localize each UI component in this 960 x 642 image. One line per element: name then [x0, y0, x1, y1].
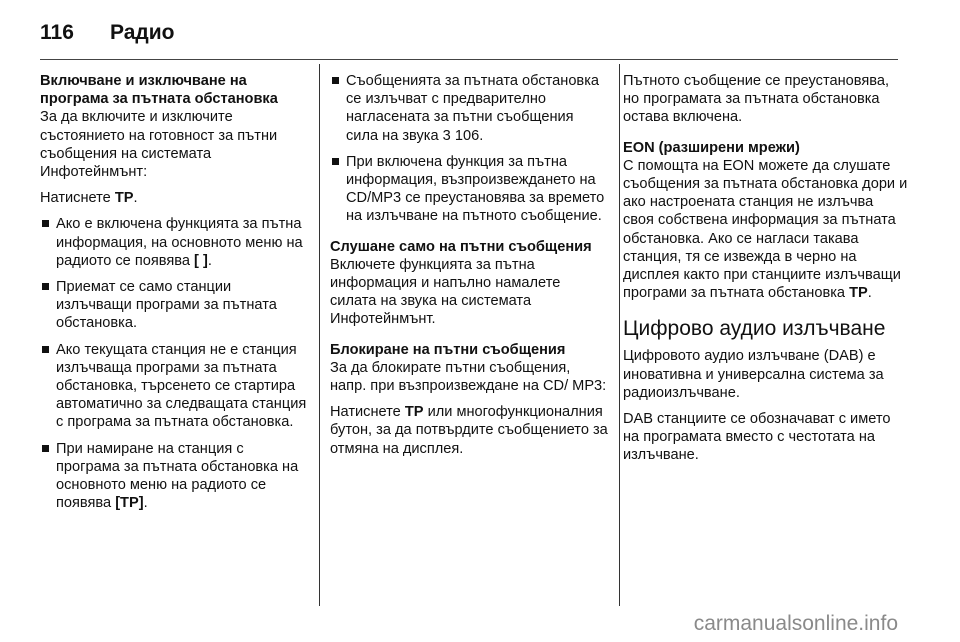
list-item: При включена функция за пътна информация, възпроизвеждането на CD/MP3 се преустановява за времето на излъчване на пътното съобщение. [330, 153, 608, 226]
list-item: Ако е включена функцията за пътна информация, на основното меню на радиото се появява [ ]. [40, 215, 308, 270]
page-header [40, 18, 174, 48]
paragraph-block: За да блокирате пътни съобщения, напр. при възпроизвеждане на CD/ MP3: [330, 359, 607, 395]
intro-paragraph: За да включите и изключите състоянието на готовност за пътни съобщения на системата Инфотейнмънт: [40, 109, 278, 181]
press-instruction: Натиснете TP. [40, 190, 138, 207]
section-heading-traffic-program: Включване и изключване на програма за пътната обстановка [40, 73, 278, 108]
column-2 [330, 72, 608, 466]
bullet-list-2 [330, 72, 608, 226]
section-heading-eon: EON (разширени мрежи) [623, 139, 800, 156]
list-item: При намиране на станция с програма за пътната обстановка на основното меню на радиото се появява [TP]. [40, 440, 308, 513]
list-item: Приемат се само станции излъчващи програми за пътната обстановка. [40, 278, 308, 333]
column-3 [623, 72, 908, 473]
tp-key-label: TP [114, 190, 134, 207]
page-title: Радио [110, 21, 175, 44]
column-divider-2 [619, 64, 620, 606]
page-number: 116 [40, 21, 74, 44]
paragraph-dab-names: DAB станциите се обозначават с името на програмата вместо с честотата на излъчване. [623, 411, 891, 464]
section-heading-listen-only: Слушане само на пътни съобщения [330, 238, 592, 255]
paragraph-press-tp: Натиснете TP или многофункционалния бутон, за да потвърдите съобщението за отмяна на дисплея. [330, 404, 608, 457]
column-1 [40, 72, 308, 520]
section-title-dab: Цифрово аудио излъчване [623, 317, 886, 341]
paragraph-eon: С помощта на EON можете да слушате съобщения за пътната обстановка дори и ако настроената станция не излъчва своя собствена информация за пътната обстановка. Ако се нагласи такава станция, тя се извежда в черно на дисплея както при станциите излъчващи програми за пътната обстановка TP. [623, 157, 908, 302]
column-divider-1 [319, 64, 320, 606]
paragraph-interrupt: Пътното съобщение се преустановява, но програмата за пътната обстановка остава включена. [623, 73, 890, 126]
list-item: Съобщенията за пътната обстановка се излъчват с предварително нагласената за пътни съобщения сила на звука 3 106. [330, 72, 608, 145]
section-heading-block: Блокиране на пътни съобщения [330, 341, 566, 358]
bullet-list-1 [40, 215, 308, 512]
watermark: carmanualsonline.info [693, 612, 898, 635]
paragraph-dab-intro: Цифровото аудио излъчване (DAB) е иновативна и универсална система за радиоизлъчване. [623, 348, 884, 401]
list-item: Ако текущата станция не е станция излъчваща програми за пътната обстановка, търсенето се стартира автоматично за следващата станция с програма за пътната обстановка. [40, 341, 308, 432]
page-reference: 3 106. [442, 127, 484, 144]
header-rule [40, 59, 898, 60]
paragraph-listen-only: Включете функцията за пътна информация и напълно намалете силата на звука на системата Инфотейнмънт. [330, 256, 561, 328]
